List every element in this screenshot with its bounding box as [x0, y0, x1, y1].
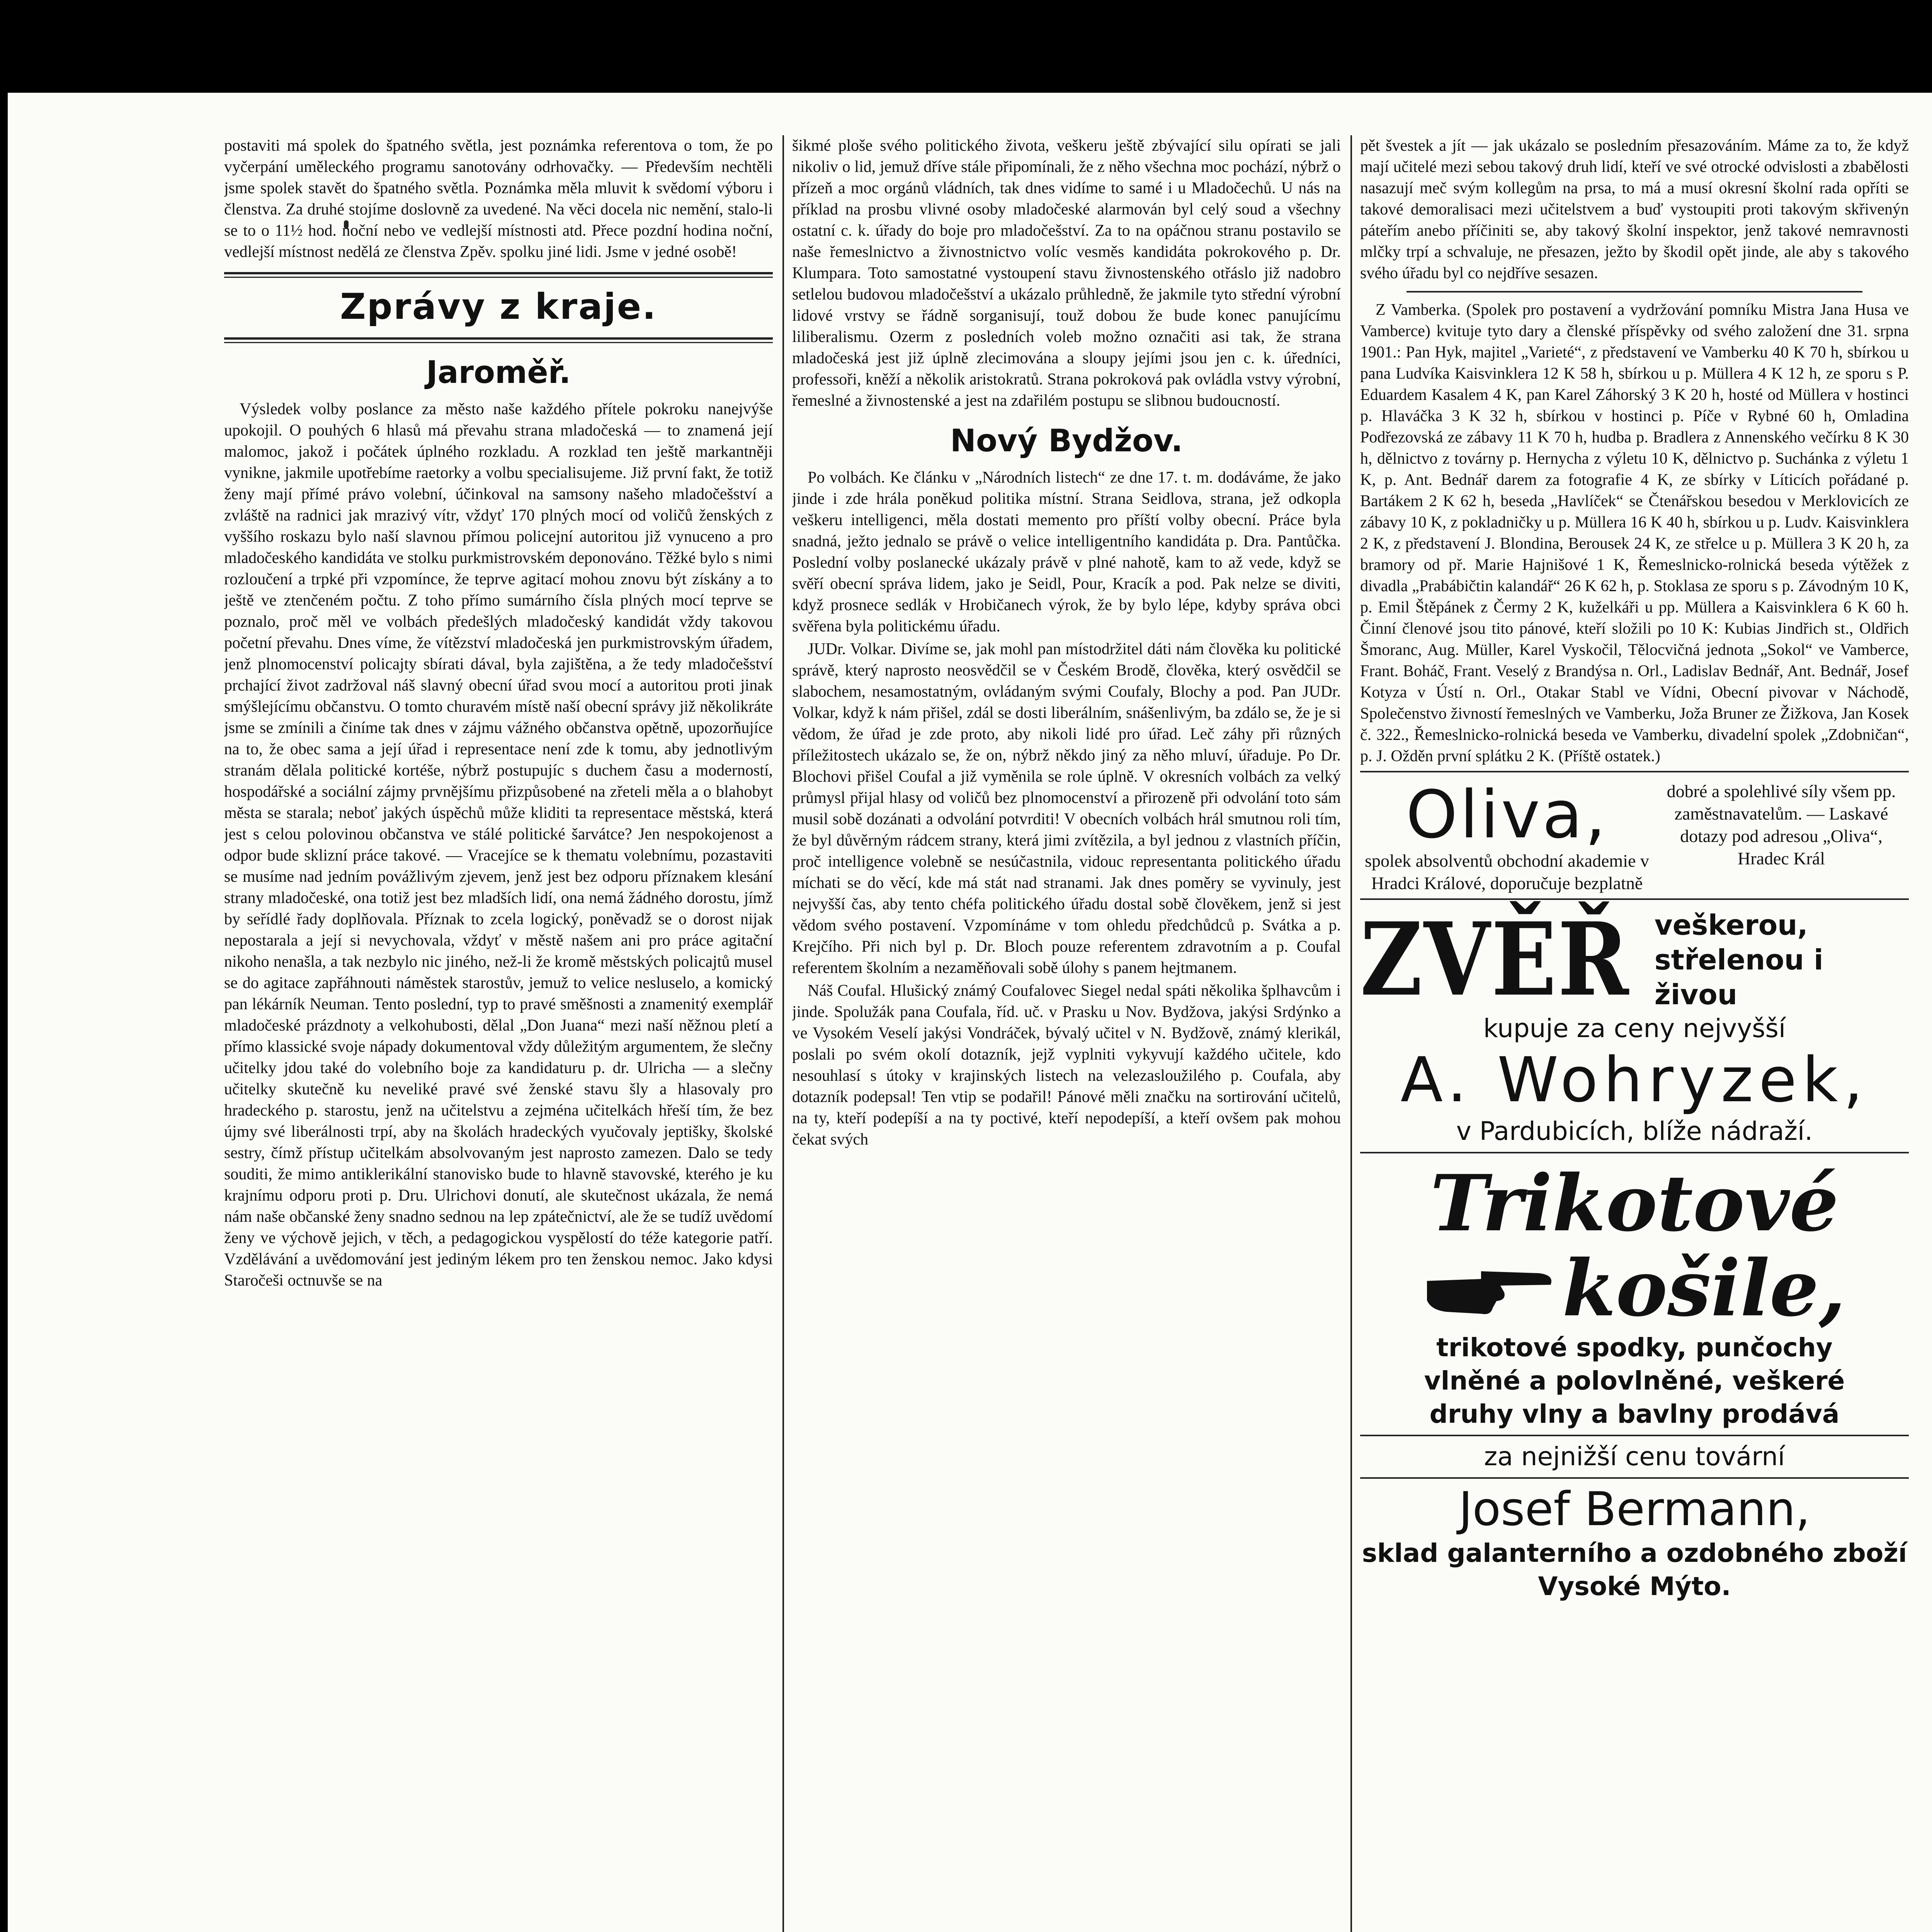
- ad-trikot-subtitle: košile,: [1562, 1243, 1846, 1334]
- article-paragraph: šikmé ploše svého politického života, veškeru ještě zbývající silu opírati se jali nikoliv o lid, jemuž dříve stále připomínali, že z něho všechna moc pochází, nýbrž o přízeň a moc orgánů vládních, tak dnes vidíme to samé i u Mladočechů. U nás na příklad na prosbu vlivné osoby mladočeské alarmován byl celý soud a všechny ostatní c. k. úřady do boje pro mladočešství. Za to na opáčnou stranu postavilo se naše řemeslnictvo a živnostnictvo volíc vesměs kandidáta pokrokového p. Dr. Klumpara. Toto samostatné vystoupení stavu živnostenského otřáslo již nadobro setlelou budovou mladočešství a ukázalo průhledně, že jakmile tyto střední výrobní lidové vrstvy se řádně sorganisují, touž dobou že bude konec panujícímu liliberalismu. Ozerm z posledních voleb možno označiti asi tak, že strana mladočeská jest již úplně zlecimována a sloupy jejími jsou jen c. k. úředníci, professoři, kněží a několik aristokratů. Strana pokroková pak ovládla vstvy výrobní, řemeslné a živnostenské a jest na zdařilém postupu se slibnou budoucností.: [792, 137, 1341, 410]
- article-paragraph: pět švestek a jít — jak ukázalo se posledním přesazováním. Máme za to, že když mají učitelé mezi sebou takový druh lidí, kteří ve své otrocké odvislosti a zbabělosti nasazují meč svým kollegům na prsa, to má a musí okresní školní rada opříti se takové demoralisaci mezi učitelstvem a buď vystoupiti proti takovým skřivenýn páteřím anebo příčiniti se, aby takový školní inspektor, jenž takové nemravnosti mlčky trpí a schvaluje, ne přesazen, ježto by škodil opět jinde, ale aby s takového svého úřadu byl co nejdříve sesazen.: [1360, 137, 1909, 282]
- article-paragraph: Po volbách. Ke článku v „Národních listech“ ze dne 17. t. m. dodáváme, že jako jinde i zde hrála poněkud politika místní. Strana Seidlova, strana, jež odkopla veškeru intelligenci, měla dostati memento pro příští volby obecní. Práce byla snadná, ježto jednalo se právě o velice intelligentního kandidáta p. Dra. Pantůčka. Poslední volby poslanecké ukázaly právě v plné nahotě, kam to až vede, když se svěří obecní správa lidem, jako je Seidl, Pour, Kracík a pod. Pak nelze se diviti, když prosnece sedlák v Hrobičanech výrok, že by bylo lépe, kdyby správa obci svěřena byla politickému úřadu.: [792, 469, 1341, 635]
- ad-divider: [1360, 1435, 1909, 1436]
- ad-divider: [1360, 898, 1909, 900]
- ad-trikot-line2: vlněné a polovlněné, veškeré: [1424, 1366, 1845, 1396]
- article-paragraph: JUDr. Volkar. Divíme se, jak mohl pan místodržitel dáti nám člověka ku politické správě, který naprosto neosvědčil se v Českém Brodě, člověka, který osvědčil se slabochem, nesamostatným, ovládaným svými Coufaly, Blochy a pod. Pan JUDr. Volkar, když k nám přišel, zdál se dosti liberálním, snášenlivým, ba zdálo se, že je si vědom, že úřad je zde proto, aby nikoli lidé pro úřad. Leč záhy při různých příležitostech ukázalo se, že on, nýbrž někdo jiný za něho mluví, úřaduje. Po Dr. Blochovi přišel Coufal a již vyměnila se role úplně. V okresních volbách za velký průmysl přijal hlasy od voličů bez plnomocenství a přirozeně při odvolání toto sám musil sobě dozánati a odvolání potvrditi! V obecních volbách hrál smutnou roli tím, že byl důvěrným rádcem strany, která jimi zvítězila, a byl jednou z vlastních příčin, proč intelligence volebně se nesúčastnila, vidouc representanta politického úřadu míchati se do věcí, kde má stát nad stranami. Jak dnes poměry se vyvinuly, jest nejvyšší čas, aby tento chéfa politického úřadu dostal sobě člověkem, jenž si jest vědom svého postavení. Vzpomínáme v tom ohledu předchůdců p. Svátka a p. Krejčího. Při nich byl p. Dr. Bloch pouze referentem zdravotním a p. Coufal referentem školním a nezaměňovali sobě úlohy s panem hejtmanem.: [792, 640, 1341, 977]
- ad-zver-row: [1360, 901, 1909, 1019]
- column-rule: [782, 135, 784, 1932]
- divider: [1406, 291, 1862, 293]
- article-paragraph: Náš Coufal. Hlušický známý Coufalovec Siegel nedal spáti několika šplhavcům i jinde. Spolužák pana Coufala, říd. uč. v Prasku u Nov. Bydžova, jakýsi Srdýnko a ve Vysokém Veselí jakýsi Vondráček, bývalý učitel v N. Bydžově, známý klerikál, poslali po svém okolí dotazník, jejž vyplniti vykyvují každého učitele, kdo nesouhlasí s útoky v krajinských listech na velezasloužilého p. Coufala, aby dotazník podepsal! Ten vtip se podařil! Pánové měli značku na sortirování učitelů, na ty, kteří podepíší a na ty poctivé, kteří nepodepíší, a kteří ovšem pak mohou čekat svých: [792, 982, 1341, 1148]
- ad-oliva-right-text: dobré a spolehlivé síly všem pp. zaměstnavatelům. — Laskavé dotazy pod adresou „Oliva“, Hradec Král: [1667, 781, 1896, 868]
- ad-oliva-name: Oliva,: [1406, 777, 1608, 853]
- section-title: Zprávy z kraje.: [340, 286, 657, 327]
- article-paragraph: Z Vamberka. (Spolek pro postavení a vydržování pomníku Mistra Jana Husa ve Vamberce) kvituje tyto dary a členské příspěvky od svého založení dne 31. srpna 1901.: Pan Hyk, majitel „Varieté“, z představení ve Vamberku 40 K 70 h, sbírkou u pana Ludvíka Kaisvinklera 12 K 58 h, sbírkou u p. Müllera 4 K 12 h, ze sporu s P. Eduardem Kasalem 4 K, pan Karel Záhorský 3 K 20 h, hosté od Müllera v hostinci p. Hlaváčka 3 K 32 h, sbírkou v hostinci p. Píče v Rybné 60 h, Omladina Podřezovská ze zábavy 11 K 70 h, hudba p. Bradlera z Annenského večírku 8 K 30 h, dělnictvo z továrny p. Hernycha z výletu 10 K, dělnictvo p. Suchánka z výletu 1 K, p. Ant. Bednář darem za fotografie 4 K, ze sbírky v Líticích pořádané p. Bartákem 2 K 62 h, beseda „Havlíček“ se Čtenářskou besedou v Merklovicích ze zábavy 10 K, z pokladničky u p. Müllera 16 K 40 h, sbírkou u p. Ludv. Kaisvinklera 2 K, z představení J. Blondina, Berousek 24 K, ze střelce u p. Müllera 3 K 20 h, za bramory od př. Marie Hajnišové 1 K, Řemeslnicko-rolnická beseda výtěžek z divadla „Prabábičtin kalandář“ 26 K 62 h, p. Stoklasa ze sporu s p. Závodným 10 K, p. Emil Štěpánek z Čermy 2 K, kuželkáři u pp. Müllera a Kaisvinklera 6 K 60 h. Činní členové jsou tito pánové, kteří složili po 10 K: Kubias Jindřich st., Oldřich Šmoranc, Aug. Müller, Karel Vyskočil, Tělocvičná jednota „Sokol“ ve Vamberce, Frant. Boháč, Frant. Veselý z Brandýsa n. Orl., Ladislav Bednář, Ant. Bednář, Josef Kotyza v Ústí n. Orl., Otakar Stabl ve Vídni, Obecní pivovar v Náchodě, Společenstvo živností řemeslných ve Vamberku, Joža Bruner ze Žižkova, Jan Kosek č. 322., Řemeslnicko-rolnická beseda ve Vamberku, divadelní spolek „Zdobničan“, p. J. Ožděn první splátku 2 K. (Příště ostatek.): [1360, 301, 1909, 765]
- ad-trikot: [1360, 1158, 1909, 1603]
- ad-zver-place: v Pardubicích, blíže nádraží.: [1456, 1116, 1813, 1146]
- ad-oliva-left: [1360, 777, 1654, 895]
- column-2: [792, 135, 1341, 1932]
- ad-divider: [1360, 1152, 1909, 1153]
- ad-trikot-line4: za nejnižší cenu tovární: [1484, 1442, 1785, 1471]
- ad-divider: [1360, 771, 1909, 772]
- ad-divider: [1360, 1477, 1909, 1479]
- section-divider: [224, 272, 773, 278]
- ad-zver-line2: kupuje za ceny nejvyšší: [1483, 1014, 1786, 1043]
- columns: [224, 135, 1909, 1932]
- section-divider: [224, 337, 773, 343]
- article-paragraph: Výsledek volby poslance za město naše každého přítele pokroku nanejvýše upokojil. O pouhých 6 hlasů má převahu strana mladočeská — to znamená její malomoc, jakož i počátek úplného rozkladu. A rozklad ten ještě markantněji vynikne, jakmile upotřebíme raetorky a volbu specialisujeme. Již první fakt, že totiž ženy mají přímé právo volební, účinkoval na samsony našeho mladočešství a zvláště na radnici jak mrazivý vítr, vždyť 170 plných mocí od voličů ženských z vyššího roskazu bylo naší slavnou přímou policejní autoritou již vynuceno a pro mladočeského kandidáta ve stolku purkmistrovském deponováno. Těžké bylo s nimi rozloučení a trpké při vzpomínce, že teprve agitací mohou znovu být získány a to ještě ve ztenčeném počtu. Z toho přímo sumárního čísla plných mocí teprve se poznalo, proč měl ve volbách předešlých mladočeský kandidát vždy takovou početní převahu. Dnes víme, že vítězství mladočeská jen purkmistrovským úřadem, jenž plnomocenství policajty sbírati dával, byla zajištěna, a že tedy mladočešství prchající život zadržoval náš slavný obecní úřad svou mocí a autoritou proti jinak smýšlejícímu občanstvu. O tomto churavém místě naší obecní správy již několikráte jsme se zmínili a činíme tak dnes v zájmu vážného občanstva opětně, upozorňujíce na to, že obec sama a její úřad i representace není zde k tomu, aby jednotlivým stranám dělala politické kortéše, nýbrž postupujíc s duchem času a moderností, hospodářské a sociální zájmy prvnějšímu přizpůsobené na zřeteli měla a o blahobyt města se starala; neboť jakých úspěchů může kliditi ta representace městská, která jest s celou polovinou občanstva ve stálé politické šarvátce? Jen nespokojenost a odpor bude sklizní práce takové. — Vracejíce se k thematu volebnímu, pozastaviti se musíme nad jedním povážlivým zjevem, jenž jest bez odporu příznakem klesání strany mladočeské, ona totiž jest bez mladších lidí, ona nemá žádného dorostu, jímž by seřídlé řady doplňovala. Příznak to zcela logický, poněvadž se o dorost nijak nepostarala a její si nevychovala, vždyť v městě našem ani pro práce agitační nikoho nenašla, a tak nezbylo nic jiného, než-li že kromě městských policajtů musel se do agitace zapřáhnouti náměstek starostův, jemuž to velice nesluselo, a komický pan lékárník Neuman. Tento poslední, typ to pravé směšnosti a znamenitý exemplář mladočeské prázdnoty a velkohubosti, dělal „Don Juana“ mezi naší něžnou pletí a přímo klassické svoje nápady dokumentoval vždy důležitým argumentem, že slečny učitelky jdou také do volebního boje za kandidaturu p. dr. Ulricha — a slečny učitelky skutečně ku neveliké pravé své ženské stavu šly a hlasovaly pro hradeckého p. starostu, jenž na učitelstvu a zejména učitelkách hřeší tím, že bez újmy své liberálnosti trpí, aby na školách hradeckých vyučovaly jeptišky, školské sestry, čímž přístup učitelkám absolvovaným jest naprosto zamezen. Dalo se tedy souditi, že mimo antiklerikální stanovisko bude to hlavně stavovské, kterého je ku krajnímu odporu proti p. Dru. Ulrichovi donutí, ale skutečnost ukázala, že nemá nám naše občanské ženy snadno sednou na lep zpátečnictví, ale že se tudíž uvědomí ženy ve výchově jejich, v těch, a pedagogickou vyspělostí do téže kategorie patří. Vzdělávání a uvědomování jest jediným lékem pro ten ženskou nemoc. Jako kdysi Staročeši octnuvše se na: [224, 400, 773, 1289]
- ad-oliva-left-text: spolek absolventů obchodní akademie v Hradci Králové, doporučuje bezplatně: [1365, 851, 1649, 893]
- ad-trikot-name: Josef Bermann,: [1459, 1483, 1810, 1536]
- ad-trikot-row: [1360, 1243, 1909, 1334]
- intro-paragraph: postaviti má spolek do špatného světla, jest poznámka referentova o tom, že po vyčerpání uměleckého programu sanotovány odrhovačky. — Především nechtěli jsme spolek stavět do špatného světla. Poznámka měla mluvit k svědomí výboru i členstva. Za druhé stojíme doslovně za uvedené. Na věci docela nic nemění, stalo-li se to o 11½ hod. noční nebo ve vedlejší místnosti atd. Přece pozdní hodina noční, vedlejší místnost nedělá ze členstva Zpěv. spolku jiné lidi. Jsme v jedné osobě!: [224, 137, 773, 261]
- column-rule: [1350, 135, 1352, 1932]
- newspaper-page: [8, 93, 1932, 1932]
- ad-zver-right: veškerou, střelenou i živou: [1654, 909, 1823, 1011]
- ad-trikot-title: Trikotové: [1430, 1158, 1839, 1249]
- ad-zver-name: A. Wohryzek,: [1400, 1044, 1869, 1116]
- ad-trikot-place: Vysoké Mýto.: [1538, 1571, 1731, 1601]
- ad-trikot-desc: sklad galanterního a ozdobného zboží: [1362, 1538, 1907, 1568]
- column-1: [224, 135, 773, 1932]
- column-3: [1360, 135, 1909, 1932]
- ad-trikot-line1: trikotové spodky, punčochy: [1436, 1333, 1833, 1362]
- ad-zver: [1360, 901, 1909, 1148]
- pointing-hand-icon: [1423, 1258, 1562, 1320]
- town-heading: Nový Bydžov.: [950, 423, 1183, 459]
- ad-trikot-line3: druhy vlny a bavlny prodává: [1429, 1399, 1840, 1429]
- ad-oliva: [1360, 777, 1909, 895]
- town-heading: Jaroměř.: [426, 354, 571, 390]
- ad-zver-big: ZVĚŘ: [1360, 901, 1630, 1019]
